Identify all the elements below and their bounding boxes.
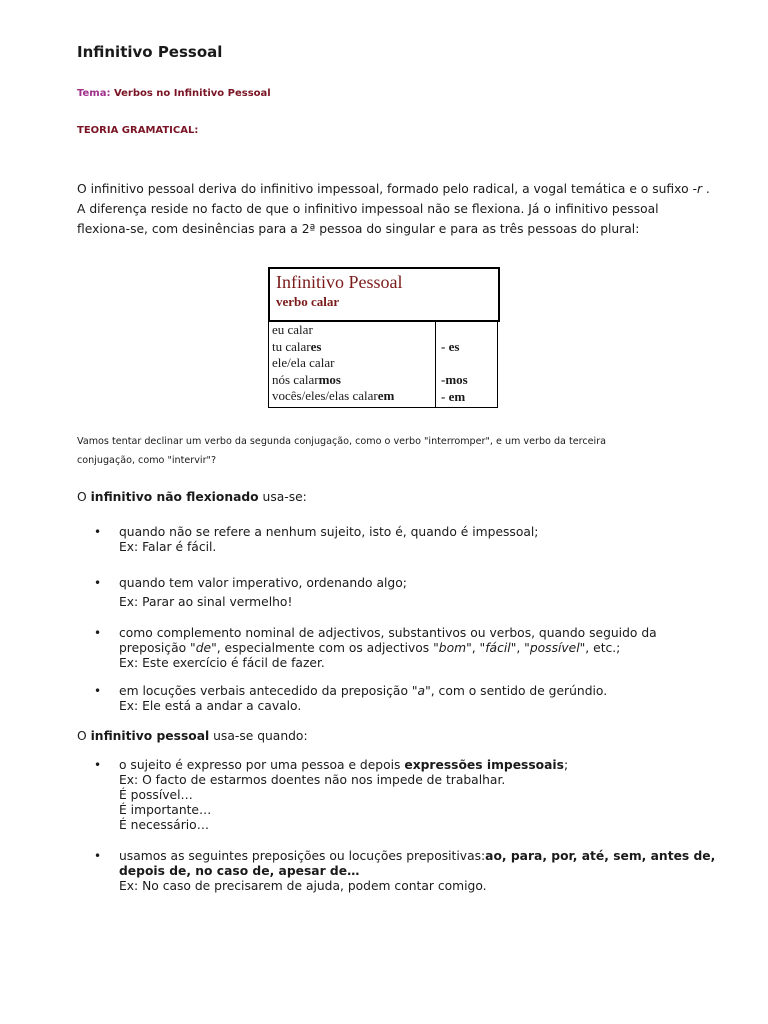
topic-line <box>77 88 271 99</box>
conjugation-header <box>268 267 500 322</box>
form-row: vocês/eles/elas calarem <box>272 388 395 403</box>
bullet-icon: • <box>94 525 102 539</box>
ending-em: - em <box>441 389 466 404</box>
bullet-icon: • <box>94 849 102 863</box>
topic-label: Tema: <box>77 88 111 99</box>
section-non-inflected-heading: O infinitivo não flexionado usa-se: <box>77 490 307 504</box>
conjugation-table <box>268 267 500 408</box>
bullet-icon: • <box>94 758 102 772</box>
bullet-icon: • <box>94 576 102 590</box>
page-title: Infinitivo Pessoal <box>77 43 223 61</box>
conjugation-forms <box>269 322 436 407</box>
form-row: eu calar <box>272 322 313 337</box>
conjugation-body <box>268 322 498 408</box>
intro-paragraph <box>77 179 717 239</box>
conjugation-title: Infinitivo Pessoal <box>276 272 403 292</box>
form-row: ele/ela calar <box>272 355 335 370</box>
intro-line-2: A diferença reside no facto de que o infinitivo impessoal não se flexiona. Já o infinitivo pessoal <box>77 202 659 216</box>
ending-es: - es <box>441 339 460 354</box>
form-row: nós calarmos <box>272 371 341 387</box>
form-row: tu calares <box>272 338 322 354</box>
document-page: Infinitivo Pessoal Tema: Verbos no Infinitivo Pessoal TEORIA GRAMATICAL: O infinitivo pessoal deriva do infinitivo impessoal, formado pelo radical, a vogal temática e o sufixo -r . A diferença reside no facto de que o infinitivo impessoal não se flexiona. Já o infinitivo pessoal flexiona-se, com desinências para a 2ª pessoa do singular e para as três pessoas do plural: Infinitivo Pessoal verbo calar eu calar tu calares ele/ela calar nós calarmos vocês/eles/elas calarem - es -mos - em Vamos tentar declinar um verbo da segunda conjugação, como o verbo "interromper", e um verbo da terceira conjugação, como "intervir"? O infinitivo não flexionado usa-se: • quando não se refere a nenhum sujeito, isto é, quando é impessoal; Ex: Falar é fácil. • quando tem valor imperativo, ordenando algo; Ex: Parar ao sinal vermelho! • como complemento nominal de adjectivos, substantivos ou verbos, quando seguido da preposição "de", especialmente com os adjectivos "bom", "fácil", "possível", etc.; Ex: Este exercício é fácil de fazer. • em locuções verbais antecedido da preposição "a", com o sentido de gerúndio. Ex: Ele está a andar a cavalo. O infinitivo pessoal usa-se quando: • o sujeito é expresso por uma pessoa e depois expressões impessoais; Ex: O facto de estarmos doentes não nos impede de trabalhar. É possível… É importante… É necessário… • usamos as seguintes preposições ou locuções prepositivas:ao, para, por, até, sem, antes de, depois de, no caso de, apesar de… Ex: No caso de precisarem de ajuda, podem contar comigo. <box>77 43 716 893</box>
bullet-icon: • <box>94 684 102 698</box>
bullet-icon: • <box>94 626 102 640</box>
section-heading: TEORIA GRAMATICAL: <box>77 125 199 136</box>
conjugation-endings <box>436 322 497 407</box>
ending-mos: -mos <box>441 372 468 387</box>
conjugation-subtitle: verbo calar <box>276 294 340 309</box>
intro-line-1: O infinitivo pessoal deriva do infinitivo impessoal, formado pelo radical, a vogal temática e o sufixo -r . <box>77 182 710 196</box>
exercise-note: Vamos tentar declinar um verbo da segunda conjugação, como o verbo "interromper", e um verbo da terceira conjugação, como "intervir"? <box>77 436 607 466</box>
topic-value: Verbos no Infinitivo Pessoal <box>113 88 271 99</box>
intro-line-3: flexiona-se, com desinências para a 2ª pessoa do singular e para as três pessoas do plural: <box>77 222 640 236</box>
suffix-r: -r <box>692 182 703 196</box>
section-personal-heading: O infinitivo pessoal usa-se quando: <box>77 729 308 743</box>
